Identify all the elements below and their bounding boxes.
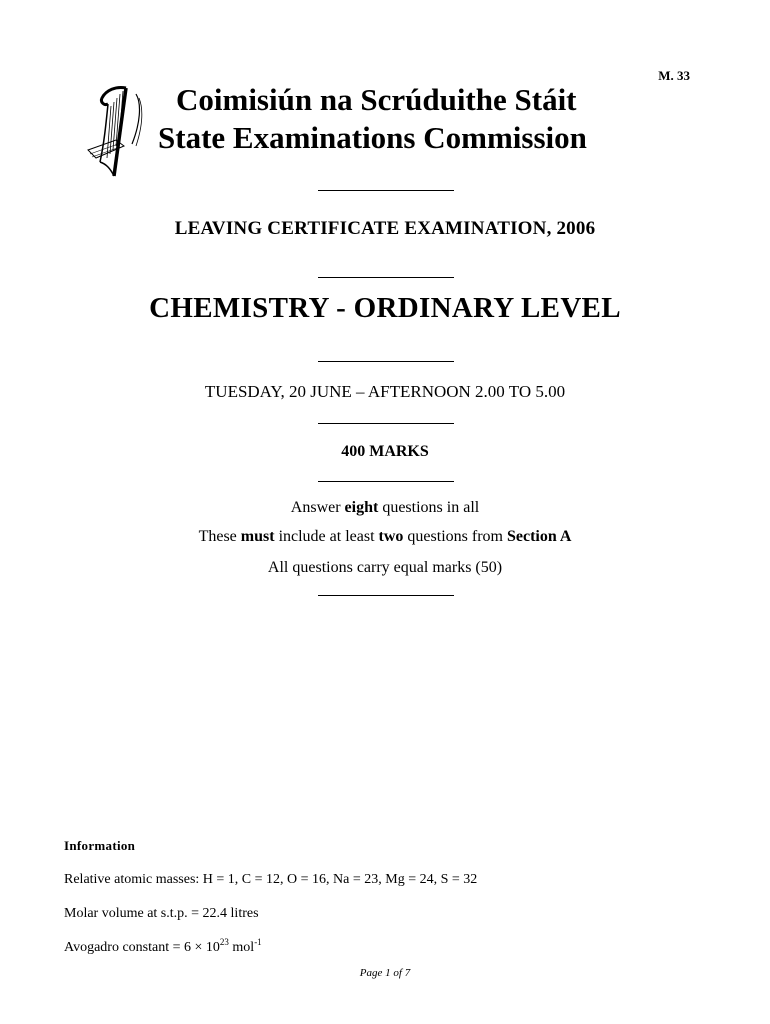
exam-date-time: TUESDAY, 20 JUNE – AFTERNOON 2.00 TO 5.00 (204, 382, 566, 401)
instruction-answer-count: Answer eight questions in all (290, 499, 480, 516)
instruction-equal-marks: All questions carry equal marks (50) (267, 559, 503, 576)
molar-volume: Molar volume at s.t.p. = 22.4 litres (64, 906, 259, 921)
avogadro-constant: Avogadro constant = $6 \times 10^{23}$ mol$^{-1}$ (64, 937, 262, 955)
divider-rule (318, 190, 454, 191)
commission-title-english: State Examinations Commission (158, 120, 587, 155)
divider-rule (318, 361, 454, 362)
information-heading: Information (64, 838, 136, 853)
instruction-section-a: These must include at least two questions from Section A (198, 528, 572, 545)
divider-rule (318, 277, 454, 278)
divider-rule (318, 595, 454, 596)
harp-icon (86, 84, 156, 180)
commission-title-irish: Coimisiún na Scrúduithe Stáit (176, 82, 577, 117)
page-number: Page 1 of 7 (359, 967, 411, 979)
total-marks: 400 MARKS (341, 443, 429, 460)
subject-title: CHEMISTRY - ORDINARY LEVEL (149, 292, 621, 324)
exam-title: LEAVING CERTIFICATE EXAMINATION, 2006 (174, 218, 596, 239)
divider-rule (318, 423, 454, 424)
paper-code: M. 33 (658, 68, 690, 83)
atomic-masses: Relative atomic masses: H = 1, C = 12, O = 16, Na = 23, Mg = 24, S = 32 (64, 872, 478, 887)
divider-rule (318, 481, 454, 482)
